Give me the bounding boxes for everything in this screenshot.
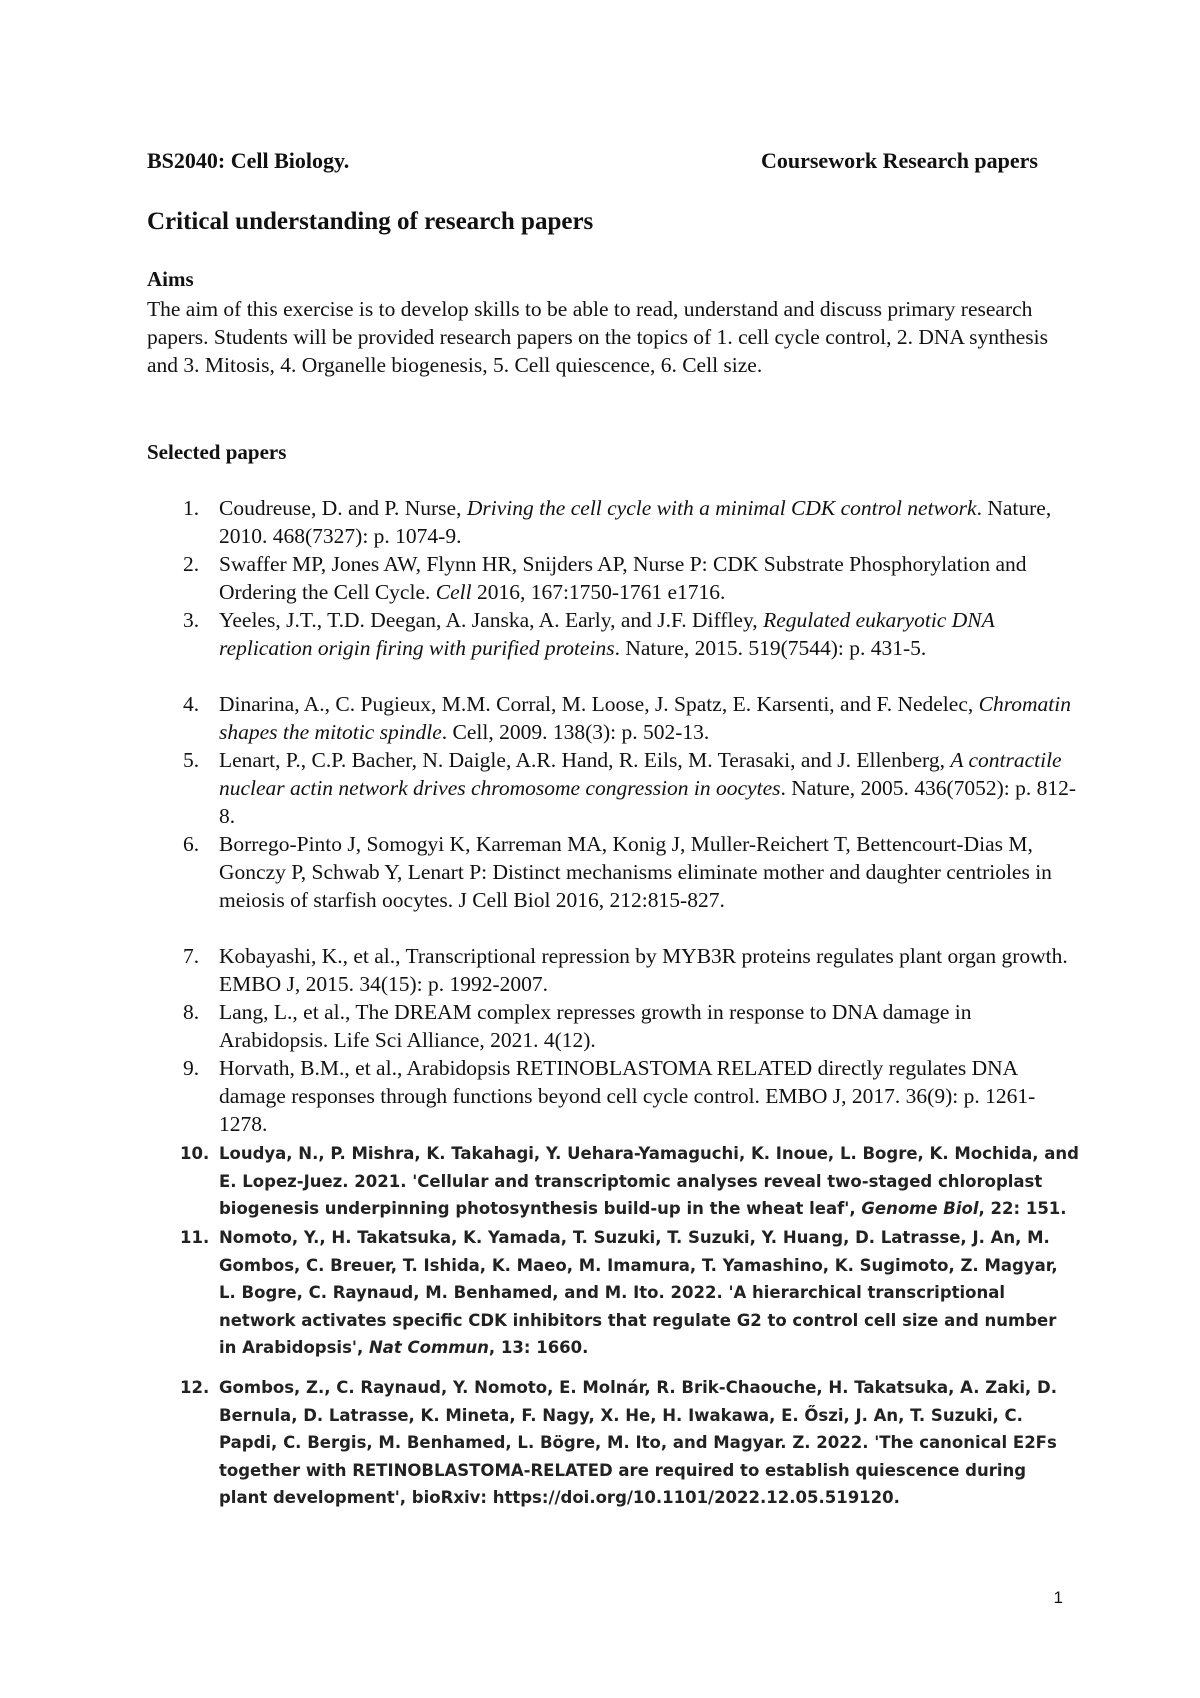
reference-text: Borrego-Pinto J, Somogyi K, Karreman MA, Konig J, Muller-Reichert T, Bettencourt-Dias M, Gonczy P, Schwab Y, Lenart P: Distinct mechanisms eliminate mother and daughter centrioles in meiosis of starfish oocytes. J Cell Biol 2016, 212:815-827. bbox=[219, 832, 1052, 912]
reference-number: 4. bbox=[183, 692, 200, 716]
course-code: BS2040: Cell Biology. bbox=[147, 148, 350, 173]
reference-number: 12. bbox=[180, 1378, 210, 1397]
reference-text: Coudreuse, D. and P. Nurse, Driving the cell cycle with a minimal CDK control network. Nature, 2010. 468(7327): p. 1074-9. bbox=[219, 496, 1052, 548]
reference-number: 9. bbox=[183, 1056, 200, 1080]
coursework-label: Coursework Research papers bbox=[760, 148, 1038, 173]
reference-number: 6. bbox=[183, 832, 200, 856]
reference-number: 2. bbox=[183, 552, 200, 576]
reference-text: Kobayashi, K., et al., Transcriptional repression by MYB3R proteins regulates plant organ growth. EMBO J, 2015. 34(15): p. 1992-2007. bbox=[219, 944, 1068, 996]
reference-text: Yeeles, J.T., T.D. Deegan, A. Janska, A. Early, and J.F. Diffley, Regulated eukaryotic DNA replication origin firing with purified proteins. Nature, 2015. 519(7544): p. 431-5. bbox=[219, 608, 995, 660]
reference-number: 10. bbox=[180, 1144, 210, 1163]
reference-number: 7. bbox=[183, 944, 200, 968]
reference-text: Lenart, P., C.P. Bacher, N. Daigle, A.R. Hand, R. Eils, M. Terasaki, and J. Ellenberg, A contractile nuclear actin network drives chromosome congression in oocytes. Nature, 2005. 436(7052): p. 812-8. bbox=[219, 748, 1077, 828]
reference-text: Horvath, B.M., et al., Arabidopsis RETINOBLASTOMA RELATED directly regulates DNA damage responses through functions beyond cell cycle control. EMBO J, 2017. 36(9): p. 1261-1278. bbox=[219, 1056, 1036, 1136]
reference-text: Loudya, N., P. Mishra, K. Takahagi, Y. Uehara-Yamaguchi, K. Inoue, L. Bogre, K. Mochida, and E. Lopez-Juez. 2021. 'Cellular and transcriptomic analyses reveal two-staged chloroplast biogenesis underpinning photosynthesis build-up in the wheat leaf', Genome Biol, 22: 151. bbox=[219, 1144, 1079, 1218]
reference-number: 8. bbox=[183, 1000, 200, 1024]
reference-number: 5. bbox=[183, 748, 200, 772]
page-title: Critical understanding of research papers bbox=[147, 208, 594, 235]
page-number: 1 bbox=[1053, 1588, 1063, 1607]
reference-text: Dinarina, A., C. Pugieux, M.M. Corral, M. Loose, J. Spatz, E. Karsenti, and F. Nedelec, Chromatin shapes the mitotic spindle. Cell, 2009. 138(3): p. 502-13. bbox=[219, 692, 1072, 744]
aims-heading: Aims bbox=[147, 267, 194, 291]
reference-text: Swaffer MP, Jones AW, Flynn HR, Snijders AP, Nurse P: CDK Substrate Phosphorylation and Ordering the Cell Cycle. Cell 2016, 167:1750-1761 e1716. bbox=[219, 552, 1027, 604]
reference-number: 11. bbox=[180, 1228, 210, 1247]
aims-paragraph: The aim of this exercise is to develop skills to be able to read, understand and discuss primary research papers. Students will be provided research papers on the topics of 1. cell cycle control, 2. DNA synthesis and 3. Mitosis, 4. Organelle biogenesis, 5. Cell quiescence, 6. Cell size. bbox=[147, 297, 1048, 377]
reference-text: Lang, L., et al., The DREAM complex represses growth in response to DNA damage in Arabidopsis. Life Sci Alliance, 2021. 4(12). bbox=[219, 1000, 972, 1052]
reference-number: 3. bbox=[183, 608, 200, 632]
reference-text: Nomoto, Y., H. Takatsuka, K. Yamada, T. Suzuki, T. Suzuki, Y. Huang, D. Latrasse, J. An, M. Gombos, C. Breuer, T. Ishida, K. Maeo, M. Imamura, T. Yamashino, K. Sugimoto, Z. Magyar, L. Bogre, C. Raynaud, M. Benhamed, and M. Ito. 2022. 'A hierarchical transcriptional network activates specific CDK inhibitors that regulate G2 to control cell size and number in Arabidopsis', Nat Commun, 13: 1660. bbox=[219, 1228, 1058, 1357]
reference-number: 1. bbox=[183, 496, 200, 520]
reference-text: Gombos, Z., C. Raynaud, Y. Nomoto, E. Molnár, R. Brik-Chaouche, H. Takatsuka, A. Zaki, D. Bernula, D. Latrasse, K. Mineta, F. Nagy, X. He, H. Iwakawa, E. Őszi, J. An, T. Suzuki, C. Papdi, C. Bergis, M. Benhamed, L. Bögre, M. Ito, and Magyar. Z. 2022. 'The canonical E2Fs together with RETINOBLASTOMA-RELATED are required to establish quiescence during plant development', bioRxiv: https://doi.org/10.1101/2022.12.05.519120. bbox=[219, 1378, 1057, 1507]
selected-papers-heading: Selected papers bbox=[147, 440, 287, 464]
